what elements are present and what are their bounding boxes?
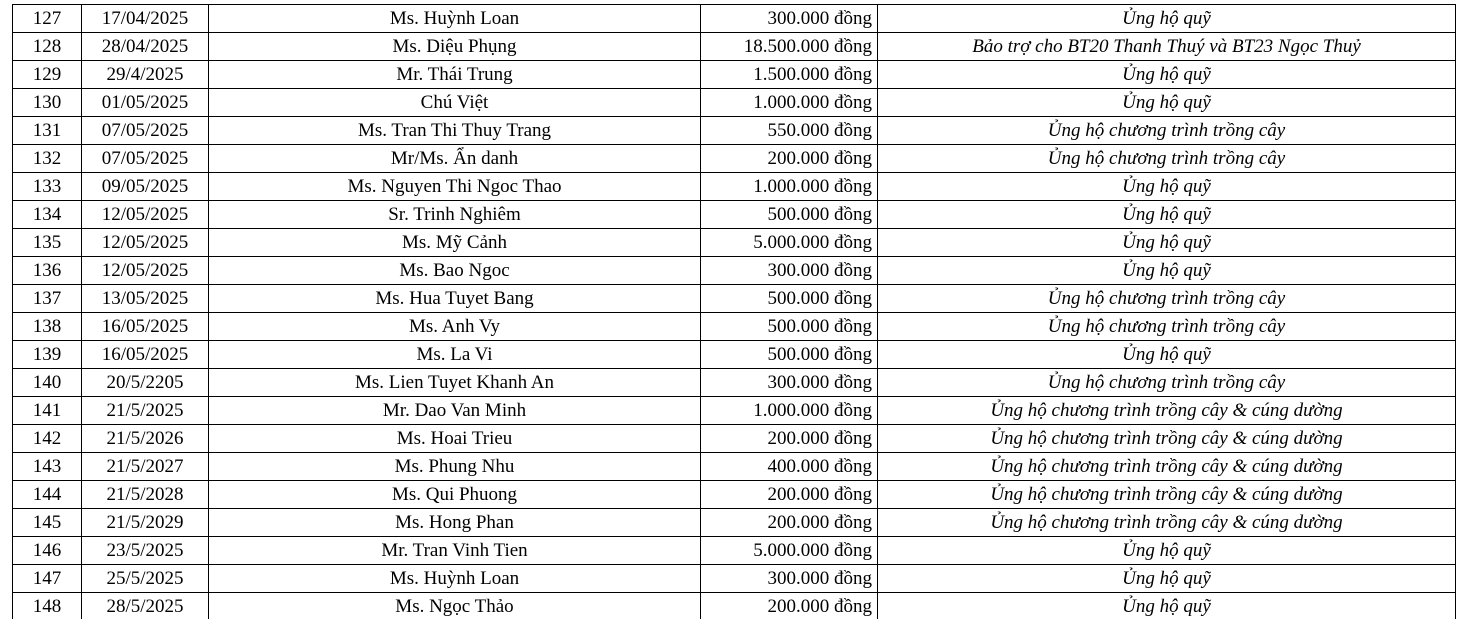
- donation-amount: 1.000.000 đồng: [701, 397, 878, 425]
- donation-amount: 1.000.000 đồng: [701, 89, 878, 117]
- donation-amount: 1.500.000 đồng: [701, 61, 878, 89]
- donation-amount: 500.000 đồng: [701, 313, 878, 341]
- donation-note: Ủng hộ chương trình trồng cây: [878, 369, 1456, 397]
- donation-amount: 200.000 đồng: [701, 145, 878, 173]
- row-number: 129: [13, 61, 82, 89]
- donation-date: 20/5/2205: [82, 369, 209, 397]
- donor-name: Chú Việt: [209, 89, 701, 117]
- row-number: 144: [13, 481, 82, 509]
- row-number: 143: [13, 453, 82, 481]
- donation-amount: 200.000 đồng: [701, 481, 878, 509]
- donation-date: 12/05/2025: [82, 229, 209, 257]
- table-row: [13, 117, 1456, 145]
- table-row: [13, 33, 1456, 61]
- row-number: 134: [13, 201, 82, 229]
- donor-name: Ms. Huỳnh Loan: [209, 565, 701, 593]
- donation-date: 12/05/2025: [82, 201, 209, 229]
- table-row: [13, 425, 1456, 453]
- table-row: [13, 145, 1456, 173]
- donation-note: Bảo trợ cho BT20 Thanh Thuý và BT23 Ngọc Thuỷ: [878, 33, 1456, 61]
- donation-amount: 5.000.000 đồng: [701, 229, 878, 257]
- donation-note: Ủng hộ chương trình trồng cây: [878, 145, 1456, 173]
- row-number: 127: [13, 5, 82, 33]
- donation-note: Ủng hộ chương trình trồng cây & cúng dường: [878, 425, 1456, 453]
- row-number: 141: [13, 397, 82, 425]
- donation-date: 01/05/2025: [82, 89, 209, 117]
- donor-name: Ms. Bao Ngoc: [209, 257, 701, 285]
- donation-note: Ủng hộ quỹ: [878, 61, 1456, 89]
- table-row: [13, 481, 1456, 509]
- donation-amount: 18.500.000 đồng: [701, 33, 878, 61]
- donor-name: Ms. Lien Tuyet Khanh An: [209, 369, 701, 397]
- donation-date: 28/5/2025: [82, 593, 209, 619]
- donation-date: 16/05/2025: [82, 341, 209, 369]
- donation-date: 21/5/2027: [82, 453, 209, 481]
- donation-amount: 500.000 đồng: [701, 341, 878, 369]
- donation-amount: 300.000 đồng: [701, 5, 878, 33]
- row-number: 138: [13, 313, 82, 341]
- row-number: 146: [13, 537, 82, 565]
- donation-date: 21/5/2026: [82, 425, 209, 453]
- donation-date: 16/05/2025: [82, 313, 209, 341]
- donation-amount: 5.000.000 đồng: [701, 537, 878, 565]
- table-row: [13, 313, 1456, 341]
- donor-name: Ms. Anh Vy: [209, 313, 701, 341]
- table-row: [13, 341, 1456, 369]
- donation-note: Ủng hộ chương trình trồng cây & cúng dường: [878, 509, 1456, 537]
- donation-note: Ủng hộ quỹ: [878, 229, 1456, 257]
- donation-amount: 300.000 đồng: [701, 369, 878, 397]
- donation-date: 21/5/2025: [82, 397, 209, 425]
- table-row: [13, 509, 1456, 537]
- donation-date: 21/5/2029: [82, 509, 209, 537]
- donor-name: Ms. Huỳnh Loan: [209, 5, 701, 33]
- row-number: 140: [13, 369, 82, 397]
- donation-note: Ủng hộ quỹ: [878, 257, 1456, 285]
- donation-date: 09/05/2025: [82, 173, 209, 201]
- donation-note: Ủng hộ chương trình trồng cây & cúng dường: [878, 453, 1456, 481]
- donation-table-body: [13, 5, 1456, 619]
- donor-name: Mr. Tran Vinh Tien: [209, 537, 701, 565]
- donation-date: 25/5/2025: [82, 565, 209, 593]
- row-number: 135: [13, 229, 82, 257]
- row-number: 139: [13, 341, 82, 369]
- donation-amount: 200.000 đồng: [701, 593, 878, 619]
- table-row: [13, 173, 1456, 201]
- donor-name: Ms. Hoai Trieu: [209, 425, 701, 453]
- donation-date: 07/05/2025: [82, 117, 209, 145]
- donation-date: 29/4/2025: [82, 61, 209, 89]
- donation-amount: 400.000 đồng: [701, 453, 878, 481]
- row-number: 136: [13, 257, 82, 285]
- row-number: 145: [13, 509, 82, 537]
- donation-amount: 300.000 đồng: [701, 565, 878, 593]
- donation-amount: 200.000 đồng: [701, 509, 878, 537]
- donation-amount: 550.000 đồng: [701, 117, 878, 145]
- donation-note: Ủng hộ quỹ: [878, 89, 1456, 117]
- table-row: [13, 369, 1456, 397]
- row-number: 133: [13, 173, 82, 201]
- donor-name: Mr. Dao Van Minh: [209, 397, 701, 425]
- donor-name: Ms. Hua Tuyet Bang: [209, 285, 701, 313]
- row-number: 147: [13, 565, 82, 593]
- donation-note: Ủng hộ quỹ: [878, 341, 1456, 369]
- donation-note: Ủng hộ chương trình trồng cây & cúng dường: [878, 397, 1456, 425]
- table-row: [13, 593, 1456, 619]
- table-row: [13, 61, 1456, 89]
- table-row: [13, 89, 1456, 117]
- donation-note: Ủng hộ quỹ: [878, 173, 1456, 201]
- row-number: 128: [13, 33, 82, 61]
- row-number: 148: [13, 593, 82, 619]
- row-number: 131: [13, 117, 82, 145]
- row-number: 130: [13, 89, 82, 117]
- donation-date: 23/5/2025: [82, 537, 209, 565]
- donation-amount: 500.000 đồng: [701, 201, 878, 229]
- donation-note: Ủng hộ quỹ: [878, 593, 1456, 619]
- table-row: [13, 453, 1456, 481]
- donation-table: [12, 4, 1456, 619]
- donation-date: 13/05/2025: [82, 285, 209, 313]
- donation-amount: 500.000 đồng: [701, 285, 878, 313]
- table-row: [13, 229, 1456, 257]
- row-number: 132: [13, 145, 82, 173]
- donor-name: Ms. Ngọc Thảo: [209, 593, 701, 619]
- row-number: 142: [13, 425, 82, 453]
- donation-note: Ủng hộ quỹ: [878, 565, 1456, 593]
- donor-name: Mr. Thái Trung: [209, 61, 701, 89]
- donation-note: Ủng hộ chương trình trồng cây: [878, 285, 1456, 313]
- donor-name: Ms. La Vi: [209, 341, 701, 369]
- donor-name: Ms. Nguyen Thi Ngoc Thao: [209, 173, 701, 201]
- donor-name: Ms. Hong Phan: [209, 509, 701, 537]
- donation-note: Ủng hộ chương trình trồng cây: [878, 313, 1456, 341]
- donor-name: Ms. Mỹ Cảnh: [209, 229, 701, 257]
- donation-note: Ủng hộ quỹ: [878, 201, 1456, 229]
- donor-name: Ms. Tran Thi Thuy Trang: [209, 117, 701, 145]
- donor-name: Ms. Phung Nhu: [209, 453, 701, 481]
- table-row: [13, 537, 1456, 565]
- donation-note: Ủng hộ quỹ: [878, 537, 1456, 565]
- donor-name: Mr/Ms. Ẩn danh: [209, 145, 701, 173]
- table-row: [13, 201, 1456, 229]
- donor-name: Ms. Qui Phuong: [209, 481, 701, 509]
- donation-date: 12/05/2025: [82, 257, 209, 285]
- donation-note: Ủng hộ chương trình trồng cây: [878, 117, 1456, 145]
- table-row: [13, 257, 1456, 285]
- donation-date: 21/5/2028: [82, 481, 209, 509]
- donation-note: Ủng hộ quỹ: [878, 5, 1456, 33]
- donation-date: 28/04/2025: [82, 33, 209, 61]
- table-row: [13, 285, 1456, 313]
- donor-name: Ms. Diệu Phụng: [209, 33, 701, 61]
- row-number: 137: [13, 285, 82, 313]
- donation-date: 17/04/2025: [82, 5, 209, 33]
- table-row: [13, 565, 1456, 593]
- table-row: [13, 5, 1456, 33]
- donation-amount: 300.000 đồng: [701, 257, 878, 285]
- donation-date: 07/05/2025: [82, 145, 209, 173]
- donation-amount: 1.000.000 đồng: [701, 173, 878, 201]
- donor-name: Sr. Trinh Nghiêm: [209, 201, 701, 229]
- donation-amount: 200.000 đồng: [701, 425, 878, 453]
- donation-note: Ủng hộ chương trình trồng cây & cúng dường: [878, 481, 1456, 509]
- table-row: [13, 397, 1456, 425]
